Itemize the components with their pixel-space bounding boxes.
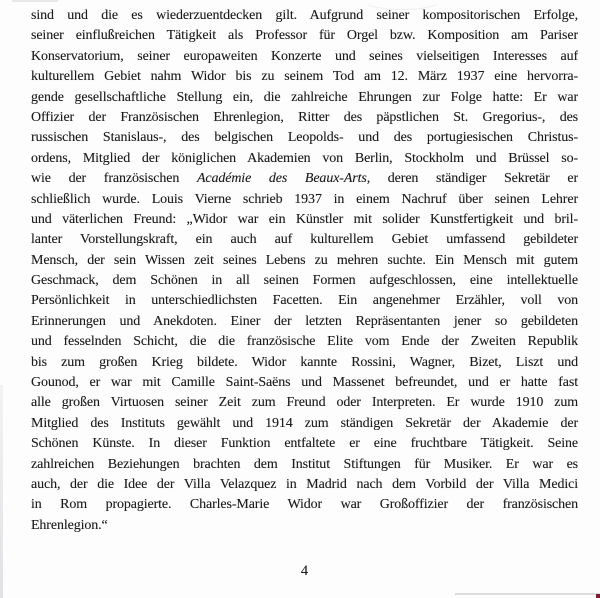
scan-artifact-left-edge [0, 385, 3, 598]
text-line: russischen Stanislaus-, des belgischen Leopolds- und des portugiesischen Christus- [31, 130, 578, 146]
text-line: Gounod, er war mit Camille Saint-Saëns und Massenet befreundet, und er hatte fast [31, 375, 578, 391]
text-line: ordens, Mitglied der königlichen Akademien von Berlin, Stockholm und Brüssel so- [31, 150, 578, 166]
text-line: und fesselnden Schicht, die die französische Elite vom Ende der Zweiten Republik [31, 334, 578, 350]
text-line: Geschmack, dem Schönen in all seinen Formen aufgeschlossen, eine intellektuelle [31, 273, 578, 289]
scan-artifact-corner-mark [596, 594, 600, 598]
text-line: Offizier der Französischen Ehrenlegion, Ritter des päpstlichen St. Gregorius-, des [31, 109, 578, 125]
text-line: alle großen Virtuosen seiner Zeit zum Freund oder Interpreten. Er wurde 1910 zum [31, 395, 578, 411]
text-line: Konservatorium, seiner europaweiten Konzerte und seines vielseitigen Interesses auf [31, 48, 578, 64]
text-line: seiner einflußreichen Tätigkeit als Professor für Orgel bzw. Komposition am Pariser [31, 28, 578, 44]
text-line: in Rom propagierte. Charles-Marie Widor war Großoffizier der französischen [31, 497, 578, 513]
page-number: 4 [300, 563, 309, 579]
text-line: bis zum großen Krieg bildete. Widor kannte Rossini, Wagner, Bizet, Liszt und [31, 354, 578, 370]
text-line: Ehrenlegion.“ [31, 517, 108, 533]
text-line: Persönlichkeit in unterschiedlichsten Facetten. Ein angenehmer Erzähler, voll von [31, 293, 578, 309]
text-line: und väterlichen Freund: „Widor war ein Künstler mit solider Kunstfertigkeit und bril- [31, 211, 578, 227]
academie-des-beaux-arts-italic: Académie des Beaux-Arts [196, 171, 367, 187]
text-line: Mensch, der sein Wissen zeit seines Lebens zu mehren suchte. Ein Mensch mit gutem [31, 252, 578, 268]
text-line: schließlich wurde. Louis Vierne schrieb 1937 in einem Nachruf über seinen Lehrer [31, 191, 578, 207]
text-line: zahlreichen Beziehungen brachten dem Institut Stiftungen für Musiker. Er war es [31, 456, 578, 472]
scan-artifact-top-edge [12, 0, 58, 2]
text-line: lanter Vorstellungskraft, ein auch auf kulturellem Gebiet umfassend gebildeter [31, 232, 578, 248]
text-line: sind und die es wiederzuentdecken gilt. Aufgrund seiner kompositorischen Erfolge, [31, 8, 578, 23]
text-segment: , deren ständiger Sekretär er [366, 171, 578, 187]
text-line: Schönen Künste. In dieser Funktion entfaltete er eine fruchtbare Tätigkeit. Seine [31, 436, 578, 452]
text-segment: wie der französischen [31, 171, 197, 187]
text-line: Mitglied des Instituts gewählt und 1914 zum ständigen Sekretär der Akademie der [31, 415, 578, 431]
body-text [31, 6, 578, 536]
text-line: kulturellem Gebiet nahm Widor bis zu seinem Tod am 12. März 1937 eine hervorra- [31, 69, 578, 85]
scan-artifact-bottom-line [455, 593, 600, 595]
text-line: gende gesellschaftliche Stellung ein, die zahlreiche Ehrungen zur Folge hatte: Er war [31, 89, 578, 105]
text-line: Erinnerungen und Anekdoten. Einer der letzten Repräsentanten jener so gebildeten [31, 313, 578, 329]
text-line [31, 169, 578, 189]
text-line: auch, der die Idee der Villa Velazquez in Madrid nach dem Vorbild der Villa Medici [31, 476, 578, 492]
